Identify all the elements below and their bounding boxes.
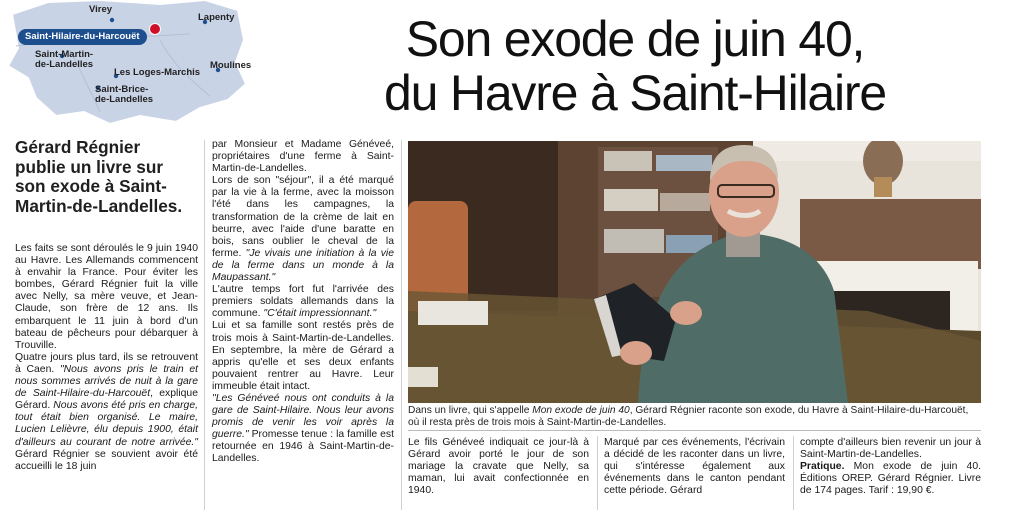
headline xyxy=(285,12,985,120)
article-column-3 xyxy=(408,437,589,497)
photo-illustration xyxy=(408,141,981,403)
paragraph: Les faits se sont déroulés le 9 juin 1940 au Havre. Les Allemands commencent à envahir la France. Pour éviter les bombes, Gérard Régnier fuit la ville avec Nelly, sa mère veuve, et Jean-Claude, son frère de 12 ans. Ils embarquent le 11 juin à bord d'un bateau de pêcheurs pour débarquer à Trouville. xyxy=(15,243,198,351)
paragraph: Quatre jours plus tard, ils se retrouvent à Caen. "Nous avons pris le train et nous sommes arrivés de nuit à la gare de Saint-Hilaire-du-Harcouët, explique Gérard. Nous avons été pris en charge, tout était bien organisé. Le maire, Lucien Lelièvre, élu depuis 1900, était d'ailleurs au courant de notre arrivée." Gérard Régnier se souvient avoir été accueilli le 18 juin xyxy=(15,351,198,472)
article-column-4 xyxy=(604,437,785,497)
map-label-lapenty: Lapenty xyxy=(198,12,235,23)
paragraph: Lui et sa famille sont restés près de trois mois à Saint-Martin-de-Landelles. En septembre, la mère de Gérard a appris qu'elle et ses deux enfants pouvaient rentrer au Havre. Leur immeuble était intact. xyxy=(212,320,394,392)
headline-line-2: du Havre à Saint-Hilaire xyxy=(384,65,886,121)
column-divider xyxy=(204,140,205,510)
map-label-virey: Virey xyxy=(89,4,113,15)
map-label-moulines: Moulines xyxy=(210,60,252,71)
column-divider xyxy=(597,436,598,510)
caption-divider xyxy=(408,430,981,431)
article-column-1 xyxy=(15,243,198,473)
paragraph: Lors de son "séjour", il a été marqué par la vie à la ferme, avec la moisson l'été dans les campagnes, la transformation de la crème de lait en beurre, avec l'aide d'une baratte en bois, sans oublier le cheval de la ferme. "Je vivais une initiation à la vie de la ferme dans un monde à la Maupassant." xyxy=(212,175,394,284)
paragraph: L'autre temps fort fut l'arrivée des premiers soldats allemands dans la commune. "C'était impressionnant." xyxy=(212,284,394,320)
column-divider xyxy=(401,140,402,510)
paragraph: Le fils Généveé indiquait ce jour-là à Gérard avoir porté le jour de son mariage la cravate que Nelly, sa maman, lui avait confectionnée en 1940. xyxy=(408,437,589,497)
lede: Gérard Régnier publie un livre sur son exode à Saint-Martin-de-Landelles. xyxy=(15,137,183,216)
article-column-2 xyxy=(212,139,394,466)
article-photo xyxy=(408,141,981,403)
paragraph: Marqué par ces événements, l'écrivain a décidé de les raconter dans un livre, qui s'intéresse également aux événements dans le canton pendant cette période. Gérard xyxy=(604,437,785,497)
headline-line-1: Son exode de juin 40, xyxy=(405,11,865,67)
map-label-saint-martin: Saint-Martin- de-Landelles xyxy=(35,49,94,70)
map-label-saint-hilaire: Saint-Hilaire-du-Harcouët xyxy=(18,29,147,45)
map-label-les-loges: Les Loges-Marchis xyxy=(114,67,201,78)
paragraph: "Les Généveé nous ont conduits à la gare de Saint-Hilaire. Nous leur avons promis de venir les voir après la guerre." Promesse tenue : la famille est retournée en 1946 à Saint-Martin-de-Landelles. xyxy=(212,392,394,465)
paragraph: compte d'ailleurs bien revenir un jour à Saint-Martin-de-Landelles. xyxy=(800,437,981,461)
article-column-5 xyxy=(800,437,981,497)
location-map xyxy=(0,0,250,125)
map-label-saint-brice: Saint-Brice- de-Landelles xyxy=(95,84,154,105)
practical-info: Pratique. Mon exode de juin 40. Éditions OREP. Gérard Régnier. Livre de 174 pages. Tarif : 19,90 €. xyxy=(800,461,981,497)
photo-caption: Dans un livre, qui s'appelle Mon exode de juin 40, Gérard Régnier raconte son exode, du Havre à Saint-Hilaire-du-Harcouët, où il resta près de trois mois à Saint-Martin-de-Landelles. xyxy=(408,405,969,428)
practical-label: Pratique. xyxy=(800,461,845,473)
column-divider xyxy=(793,436,794,510)
paragraph: par Monsieur et Madame Généveé, propriétaires d'une ferme à Saint-Martin-de-Landelles. xyxy=(212,139,394,175)
location-marker-icon xyxy=(149,23,161,35)
